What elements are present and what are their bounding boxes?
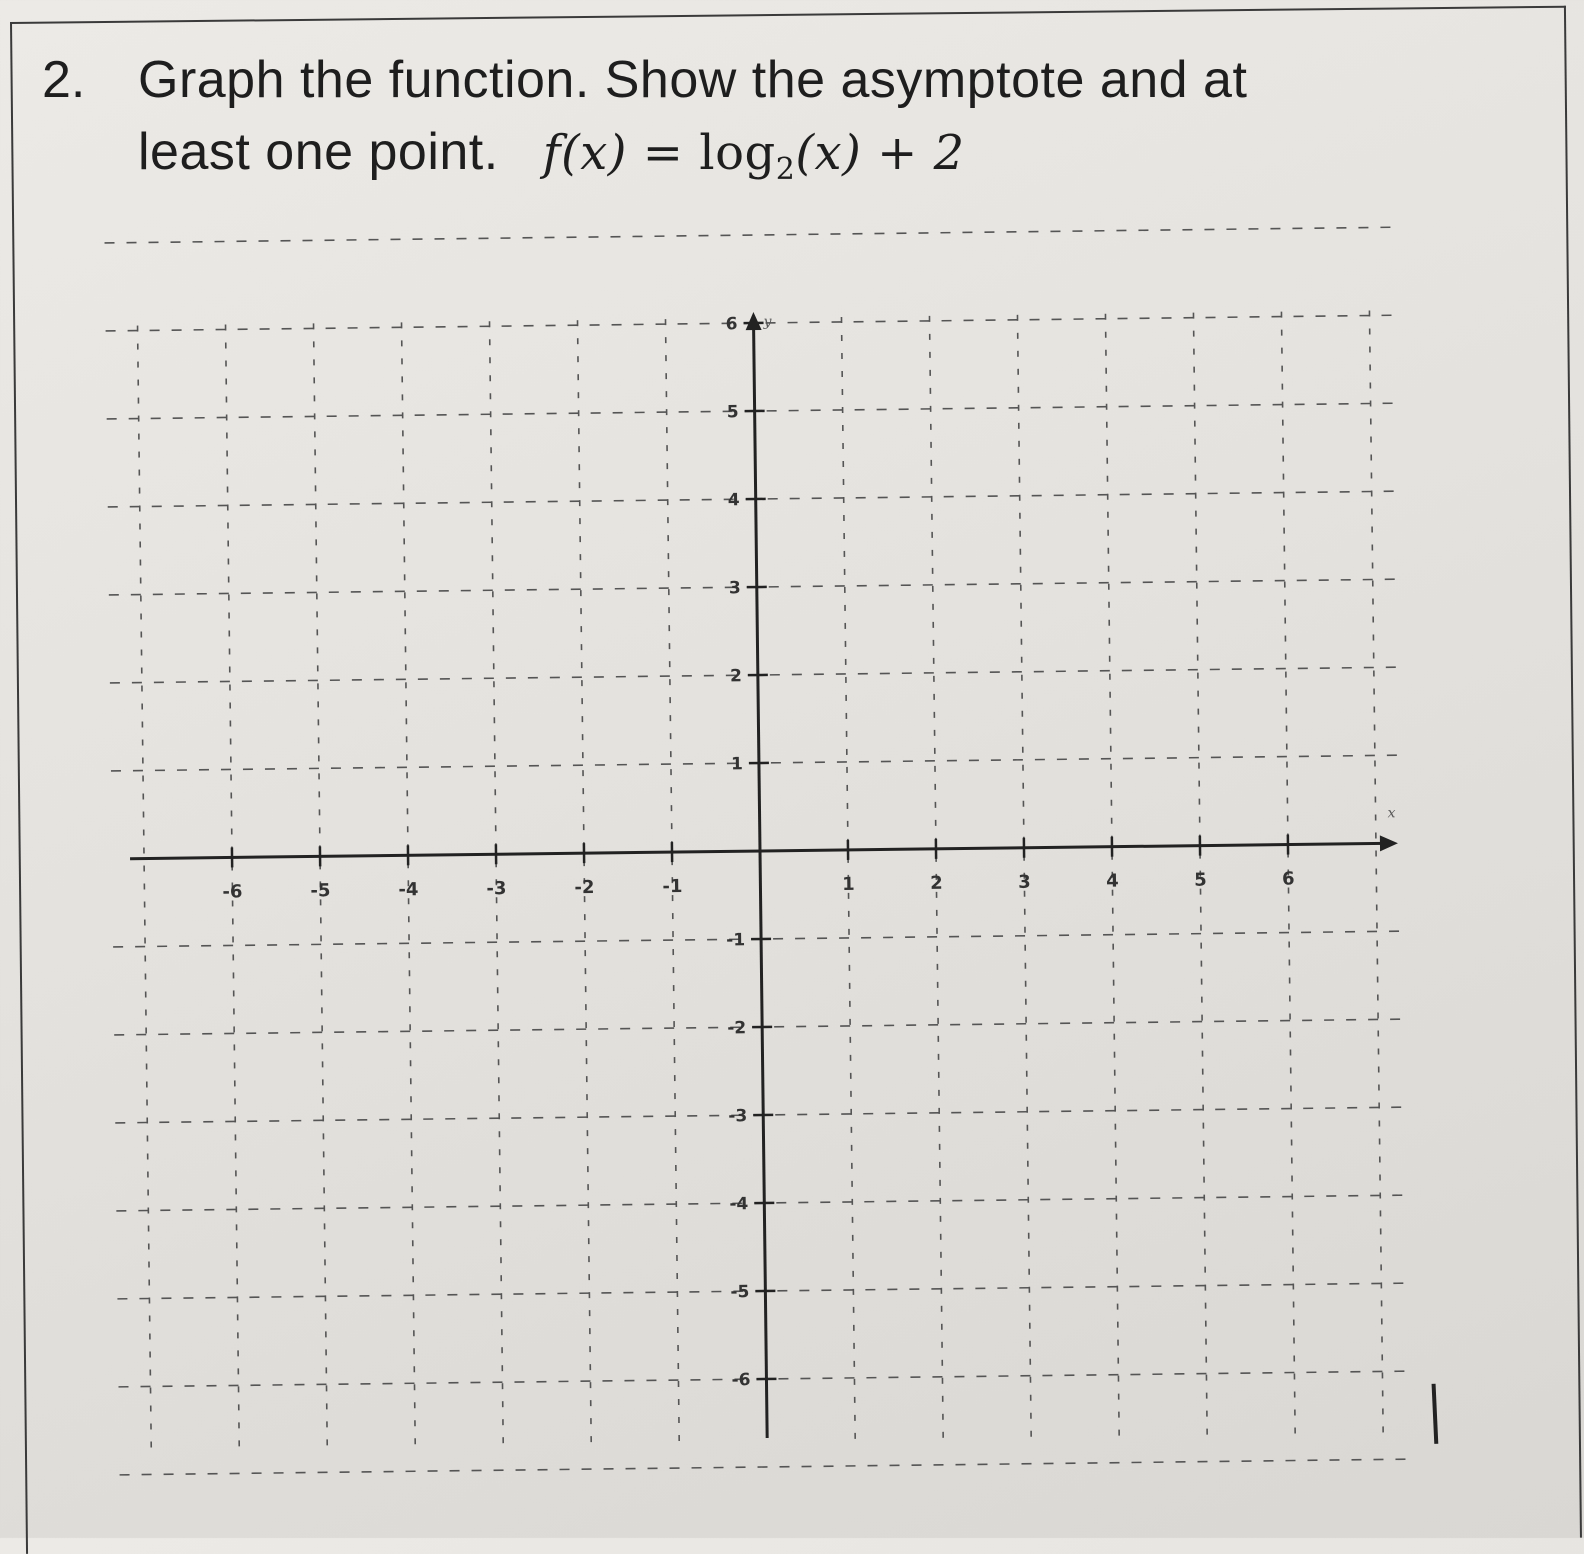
x-tick-label: 2: [930, 873, 943, 894]
grid-line-horizontal: [105, 227, 1393, 243]
instruction-text-2: least one point.: [138, 123, 499, 181]
y-axis-label: y: [762, 314, 772, 330]
pen-mark: [1434, 1384, 1437, 1444]
instruction-line-1: Graph the function. Show the asymptote and at: [138, 50, 1247, 110]
y-tick-label: 3: [729, 578, 741, 598]
y-tick-label: -5: [730, 1282, 749, 1302]
grid-line-vertical: [1369, 311, 1383, 1433]
x-tick-label: -4: [398, 879, 418, 900]
x-tick-label: -6: [222, 881, 242, 902]
x-axis-arrow: [1380, 835, 1398, 851]
y-tick-label: -3: [728, 1106, 747, 1126]
y-axis-arrow: [745, 312, 761, 330]
x-tick-label: -1: [662, 876, 682, 897]
y-tick-label: 1: [731, 754, 743, 774]
grid-line-horizontal: [120, 1459, 1408, 1475]
y-tick-label: 4: [728, 490, 740, 510]
x-tick-label: -2: [574, 877, 594, 898]
y-tick-label: -2: [727, 1018, 746, 1038]
x-tick-label: 5: [1194, 870, 1207, 891]
log-name: log: [699, 125, 775, 181]
y-tick-label: 6: [726, 314, 738, 334]
y-tick-label: -1: [726, 930, 745, 950]
y-tick-label: -6: [731, 1370, 750, 1390]
x-axis-label: x: [1387, 805, 1395, 821]
grid-line-vertical: [138, 326, 152, 1448]
y-tick-label: -4: [729, 1194, 748, 1214]
y-axis: [754, 322, 768, 1438]
x-tick-label: 3: [1018, 872, 1031, 893]
y-tick-label: 5: [727, 402, 739, 422]
x-tick-label: -5: [310, 880, 330, 901]
x-tick-label: 1: [842, 874, 855, 895]
log-base: 2: [776, 152, 796, 187]
x-tick-label: -3: [486, 878, 506, 899]
equals-sign: =: [643, 125, 684, 181]
function-lhs: f(x): [543, 125, 627, 181]
problem-number: 2.: [42, 50, 85, 110]
y-tick-label: 2: [730, 666, 742, 686]
x-tick-label: 6: [1282, 868, 1295, 889]
x-tick-label: 4: [1106, 871, 1119, 892]
function-arg: (x) + 2: [795, 125, 964, 181]
